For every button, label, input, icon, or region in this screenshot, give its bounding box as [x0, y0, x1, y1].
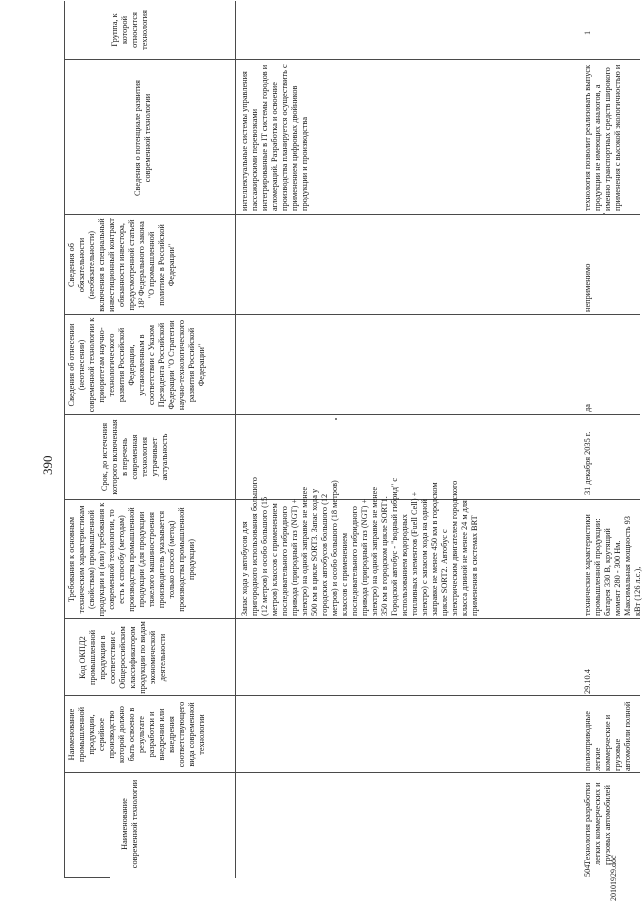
row-technology-name: Технология разработки легких коммерческих и грузовых автомобилей: [583, 782, 612, 865]
header-okpd2-code: Код ОКПД2 промышленной продукции в соответствии с Общероссийским классификатором продукции по видам экономической деятельности: [78, 621, 167, 694]
row-technical-requirements: технические характеристики промышленной продукции: батарея 330 В, крутящий момент 280 - 300 Нм. Максимальная мощность 93 кВт (126 л.с.),: [583, 514, 642, 616]
col-border-6: [64, 314, 640, 315]
header-product-name: Наименование промышленной продукции, серийное производство которой должно быть освоено в результате разработки и внедрения или внедрения соответствующего вида современной технологии: [67, 701, 206, 768]
header-priority-status: Сведения об отнесении (неотнесении) современной технологии к приоритетам научно-технологического развития Российской Федерации, установленным в соответствии с Указом Президента Российской Федерации "О Стратегии научно-технологического развития Российской Федерации": [67, 317, 206, 413]
continuation-technical-requirements: Запас хода у автобусов для пригородного использования большого (12 метров) и особо большого (15 метров) классов с применением последовательного гибридного привода (природный газ (NGT) + электро) на одной заправке не менее 500 км в цикле SORT3. Запас хода у городских автобусов большого (12 метров) и особо большого (18 метров) классов с применением последовательного гибридного привода (природный газ (NGT) + электро) на одной заправке не менее 350 км в городском цикле SORT1. Городской автобус - "водный гибрид" с использованием водородных топливных элементов (Fuell Cell) + электро) с запасом хода на одной заправке не менее 450 км в городском цикле SORT2. Автобус с электрическим двигателем городского класса длиной не менее 24 м для применения в системах BRT: [240, 477, 479, 616]
header-development-potential: Сведения о потенциале развития современной технологии: [133, 80, 152, 196]
row-development-potential: технология позволит реализовать выпуск продукции не имеющих аналогов, а именно транспортных средств широкого применения с высокой экологичностью и: [583, 64, 622, 211]
row-priority-status: да: [583, 404, 592, 412]
col-border-8: [64, 59, 640, 60]
header-technology-group: Группа, к которой относится технология: [110, 10, 149, 50]
row-number: 504.: [583, 862, 592, 877]
col-border-1: [64, 772, 640, 773]
row-spic-obligation: неприменимо: [583, 263, 592, 312]
col-border-3: [64, 618, 640, 619]
header-bottom-border: [235, 1, 236, 878]
col-border-0: [64, 877, 110, 878]
header-relevance-deadline: Срок, до истечения которого включенная в перечень современная технология утрачивает актуальность: [100, 419, 169, 495]
scan-speck: [335, 418, 337, 420]
col-border-7: [64, 214, 640, 215]
footer-filename: 20101929.doc: [609, 855, 618, 901]
page-number: 390: [40, 455, 55, 475]
header-technology-name: Наименование современной технологии: [120, 779, 139, 869]
col-border-2: [64, 695, 640, 696]
header-spic-obligation: Сведения об обязательности (необязательности) включения в специальный инвестиционный контракт обязанности инвестора, предусмотренной статьей 18² Федерального закона "О промышленной политике в Российской Федерации": [67, 218, 176, 312]
continuation-development-potential: интеллектуальные системы управления пассажирскими перевозками интегрированные в IT системы городов и агломераций. Разработка и освоение производства планируется осуществить с применением цифровых двойников продукции и производства: [240, 64, 309, 211]
scan-speck: [603, 213, 605, 215]
row-relevance-deadline: 31 декабря 2035 г.: [583, 431, 592, 495]
row-product-name: полноприводные легкие коммерческие и грузовые автомобили полной: [583, 701, 632, 771]
row-technology-group: 1: [583, 30, 592, 35]
table-top-border: [64, 1, 65, 878]
col-border-5: [64, 414, 640, 415]
header-technical-requirements: Требования к основным техническим характеристикам (свойствам) промышленной продукции и (или) требования к современной технологии, то есть к способу (методам) производства промышленной продукции (для продукции тяжелого машиностроения производитель указывается только способ (метод) производства промышленной продукции): [67, 502, 196, 617]
row-okpd2-code: 29.10.4: [583, 669, 592, 694]
